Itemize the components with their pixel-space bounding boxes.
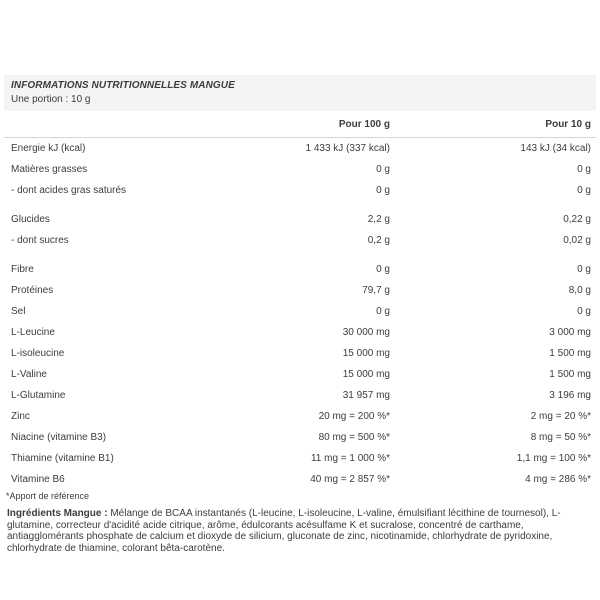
row-label: Glucides — [11, 214, 50, 225]
row-value-per-10g: 0,02 g — [563, 235, 591, 246]
row-value-per-10g: 3 196 mg — [549, 390, 591, 401]
row-label: Vitamine B6 — [11, 474, 65, 485]
row-value-per-100g: 31 957 mg — [342, 390, 390, 401]
table-row — [4, 448, 596, 469]
row-value-per-10g: 0 g — [577, 164, 591, 175]
row-label: L-Leucine — [11, 327, 55, 338]
table-column-headers — [4, 111, 596, 138]
table-row — [4, 159, 596, 180]
row-value-per-100g: 0 g — [376, 164, 390, 175]
row-value-per-100g: 15 000 mg — [342, 348, 390, 359]
table-row — [4, 280, 596, 301]
row-value-per-100g: 15 000 mg — [342, 369, 390, 380]
row-label: Sel — [11, 306, 26, 317]
ingredients-text: Mélange de BCAA instantanés (L-leucine, L-isoleucine, L-valine, émulsifiant lécithine de tournesol), L-glutamine, correcteur d'acidité acide citrique, arôme, édulcorants acésulfame K et sucralose, concentré de carthame, antiagglomérants phosphate de calcium et dioxyde de silicium, gluconate de zinc, nicotinamide, chlorhydrate de pyridoxine, chlorhydrate de thiamine, colorant bêta-carotène. — [7, 508, 561, 554]
row-value-per-100g: 40 mg = 2 857 %* — [310, 474, 390, 485]
reference-footnote: *Apport de référence — [6, 491, 90, 501]
table-row — [4, 180, 596, 201]
table-row — [4, 343, 596, 364]
row-value-per-100g: 0 g — [376, 306, 390, 317]
row-label: Matières grasses — [11, 164, 88, 175]
row-value-per-100g: 0,2 g — [367, 235, 390, 246]
row-value-per-100g: 79,7 g — [362, 285, 390, 296]
table-row — [4, 427, 596, 448]
row-value-per-10g: 4 mg = 286 %* — [525, 474, 591, 485]
column-header-per-10g: Pour 10 g — [545, 118, 591, 130]
row-value-per-100g: 80 mg = 500 %* — [318, 432, 390, 443]
table-row — [4, 259, 596, 280]
row-label: Niacine (vitamine B3) — [11, 432, 107, 443]
row-label: - dont sucres — [11, 235, 69, 246]
row-value-per-100g: 11 mg = 1 000 %* — [310, 453, 390, 464]
table-row — [4, 209, 596, 230]
row-value-per-10g: 0 g — [577, 264, 591, 275]
table-row — [4, 406, 596, 427]
row-value-per-10g: 3 000 mg — [549, 327, 591, 338]
row-label: L-Valine — [11, 369, 47, 380]
row-value-per-10g: 2 mg = 20 %* — [530, 411, 591, 422]
table-row — [4, 138, 596, 159]
column-header-per-100g: Pour 100 g — [338, 118, 390, 130]
row-label: Thiamine (vitamine B1) — [11, 453, 114, 464]
row-value-per-10g: 8,0 g — [568, 285, 591, 296]
row-value-per-100g: 20 mg = 200 %* — [318, 411, 390, 422]
row-value-per-10g: 8 mg = 50 %* — [530, 432, 591, 443]
row-label: Protéines — [11, 285, 54, 296]
table-body — [4, 138, 596, 490]
row-value-per-10g: 0 g — [577, 185, 591, 196]
table-row — [4, 469, 596, 490]
row-value-per-100g: 1 433 kJ (337 kcal) — [305, 143, 390, 154]
row-value-per-100g: 0 g — [376, 185, 390, 196]
row-label: Fibre — [11, 264, 34, 275]
row-value-per-100g: 2,2 g — [367, 214, 390, 225]
header-box — [4, 75, 596, 111]
row-value-per-10g: 0,22 g — [563, 214, 591, 225]
row-value-per-10g: 1 500 mg — [549, 369, 591, 380]
ingredients-paragraph — [4, 508, 596, 554]
row-value-per-100g: 30 000 mg — [342, 327, 390, 338]
ingredients-label: Ingrédients Mangue : — [7, 508, 108, 519]
row-value-per-10g: 1 500 mg — [549, 348, 591, 359]
row-label: Zinc — [11, 411, 30, 422]
table-row — [4, 230, 596, 251]
row-label: L-isoleucine — [11, 348, 65, 359]
table-row — [4, 301, 596, 322]
row-value-per-10g: 0 g — [577, 306, 591, 317]
row-label: - dont acides gras saturés — [11, 185, 127, 196]
row-value-per-100g: 0 g — [376, 264, 390, 275]
table-row — [4, 322, 596, 343]
page-title: INFORMATIONS NUTRITIONNELLES MANGUE — [11, 80, 235, 91]
row-label: L-Glutamine — [11, 390, 66, 401]
row-label: Energie kJ (kcal) — [11, 143, 86, 154]
nutrition-label — [4, 75, 596, 554]
portion-label: Une portion : 10 g — [11, 94, 91, 105]
table-row — [4, 364, 596, 385]
row-value-per-10g: 1,1 mg = 100 %* — [516, 453, 591, 464]
row-value-per-10g: 143 kJ (34 kcal) — [520, 143, 591, 154]
table-row — [4, 385, 596, 406]
